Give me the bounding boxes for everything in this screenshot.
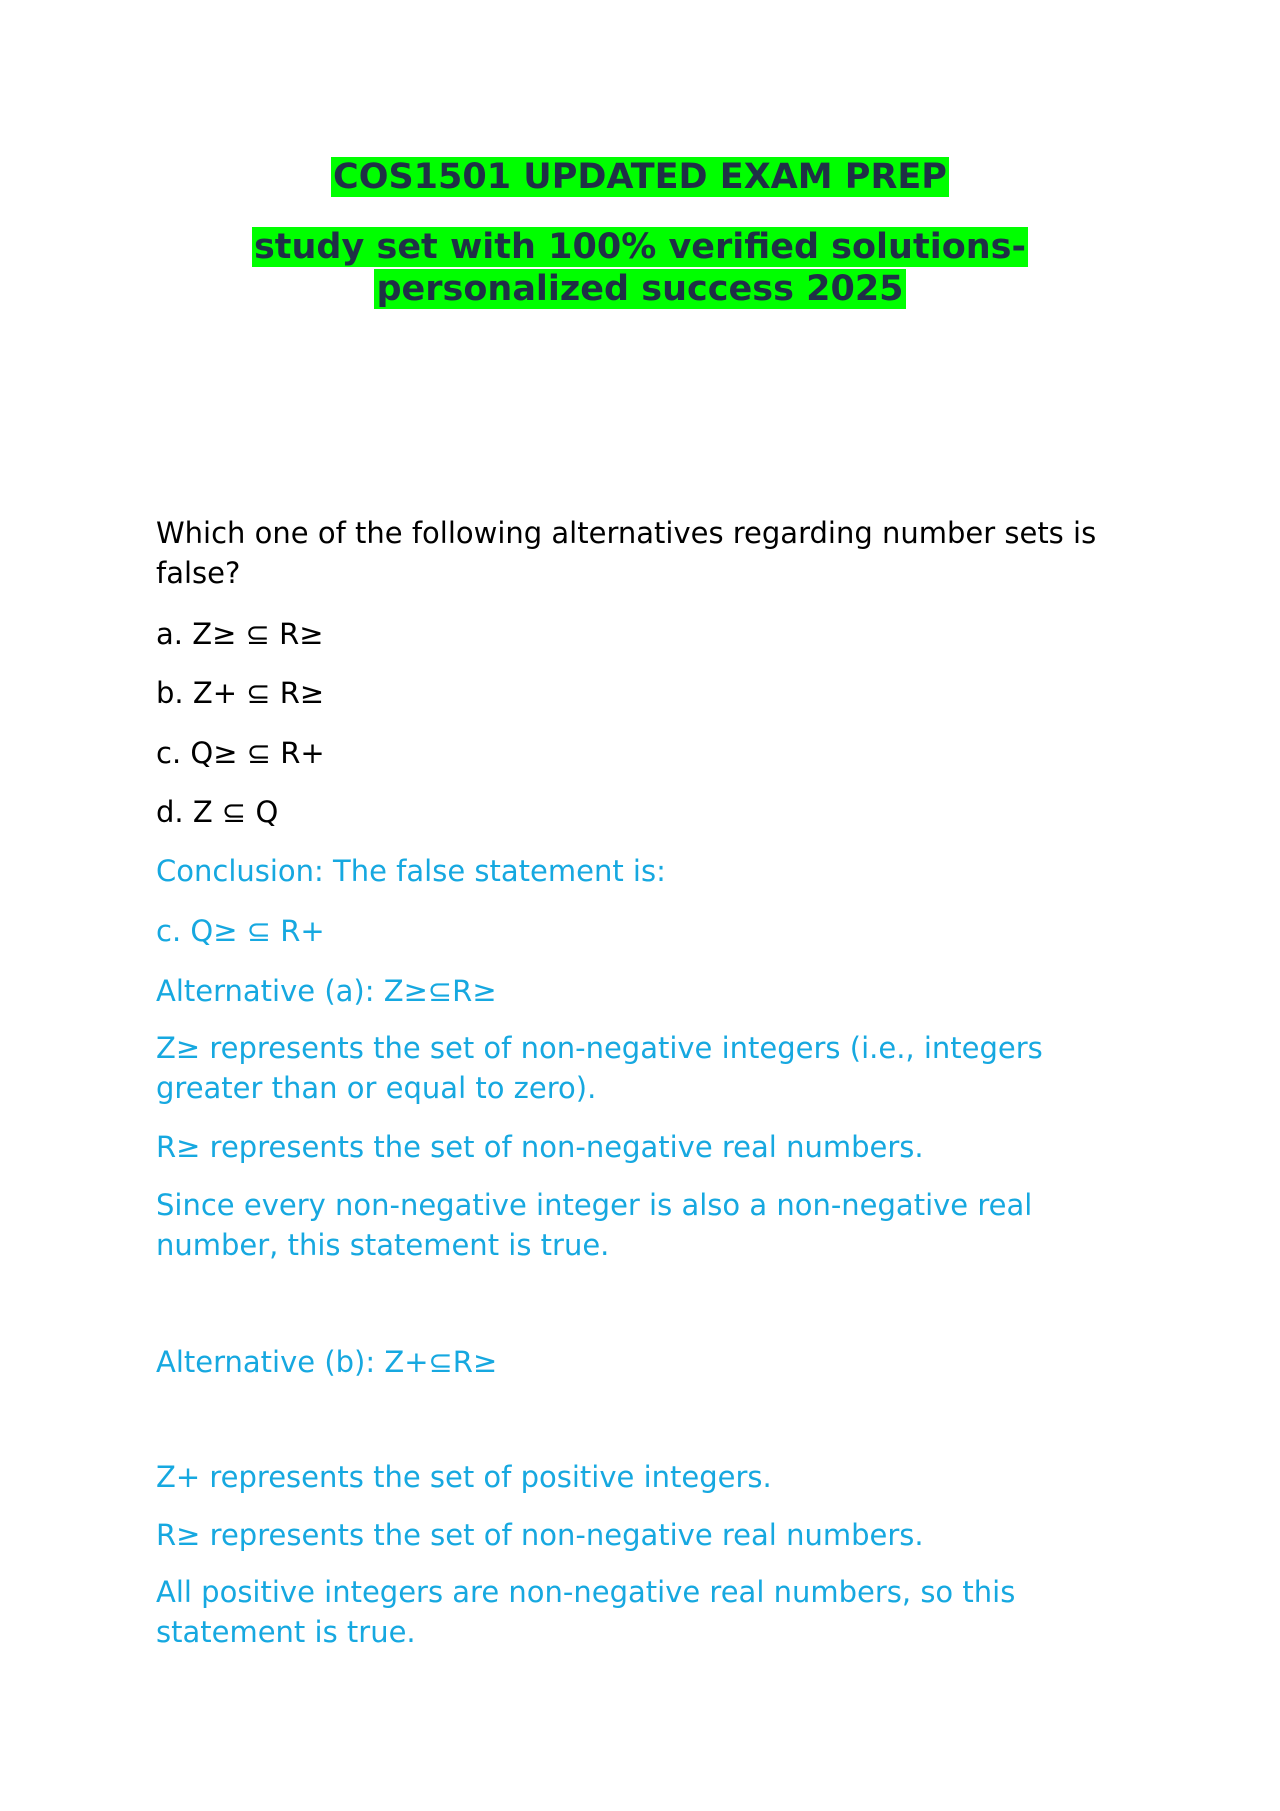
option-c: c. Q≥ ⊆ R+ (156, 736, 325, 770)
alt-a-heading: Alternative (a): Z≥⊆R≥ (156, 974, 497, 1008)
alt-a-paragraph-2: R≥ represents the set of non-negative real numbers. (156, 1130, 924, 1164)
document-subtitle (0, 226, 1280, 310)
subtitle-line-1: study set with 100% verified solutions- (253, 227, 1027, 267)
alt-b-paragraph-3: All positive integers are non-negative real numbers, so this statement is true. (156, 1575, 1016, 1649)
conclusion-text: Conclusion: The false statement is: (156, 854, 666, 888)
option-b: b. Z+ ⊆ R≥ (156, 676, 325, 710)
alt-b-paragraph-2: R≥ represents the set of non-negative real numbers. (156, 1518, 924, 1552)
alt-a-paragraph-3: Since every non-negative integer is also a non-negative real number, this statement is true. (156, 1188, 1033, 1262)
alt-a-paragraph-1: Z≥ represents the set of non-negative integers (i.e., integers greater than or equal to zero). (156, 1031, 1043, 1105)
alt-b-paragraph-1: Z+ represents the set of positive integers. (156, 1460, 772, 1494)
subtitle-line-2: personalized success 2025 (376, 269, 904, 309)
question-text: Which one of the following alternatives regarding number sets is false? (156, 516, 1097, 590)
correct-option: c. Q≥ ⊆ R+ (156, 914, 325, 948)
alt-b-heading: Alternative (b): Z+⊆R≥ (156, 1345, 498, 1379)
option-a: a. Z≥ ⊆ R≥ (156, 617, 324, 651)
option-d: d. Z ⊆ Q (156, 795, 279, 829)
document-title (0, 155, 1280, 199)
title-highlight: COS1501 UPDATED EXAM PREP (333, 157, 947, 197)
